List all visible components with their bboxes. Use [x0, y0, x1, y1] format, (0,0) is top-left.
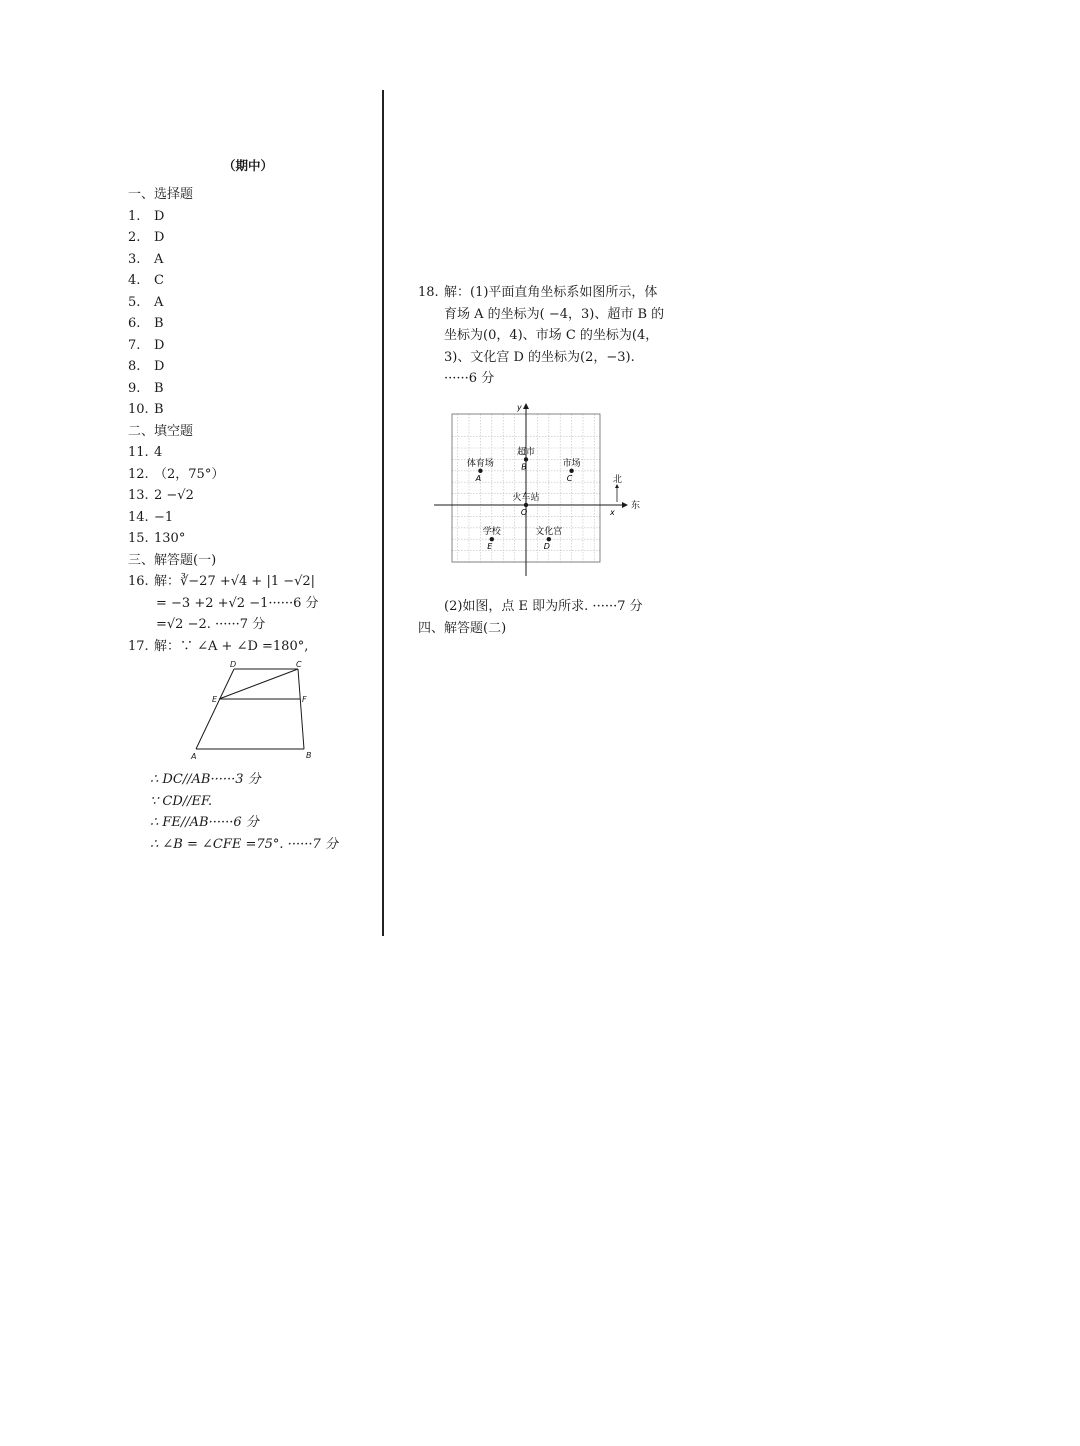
- place-dot: [547, 537, 551, 541]
- place-dot: [569, 469, 573, 473]
- q17-premise: 解：∵ ∠A + ∠D =180°,: [154, 638, 309, 654]
- q16-line1: [128, 571, 368, 593]
- left-column: [128, 150, 368, 855]
- segment-ec: [219, 669, 298, 699]
- answer-value: B: [154, 316, 164, 331]
- answer-value: 2 −√2: [154, 488, 194, 503]
- label-d: D: [230, 661, 237, 669]
- q17-number: 17.: [128, 638, 149, 654]
- q17-step: ∵ CD//EF.: [150, 793, 213, 809]
- answer-value: D: [154, 359, 165, 374]
- answer-number: 8.: [128, 359, 141, 374]
- section4-heading: 四、解答题(二): [418, 620, 507, 636]
- page-title: （期中）: [222, 158, 273, 173]
- place-name: 学校: [482, 527, 501, 538]
- place-label: B: [521, 462, 527, 472]
- answer-value: −1: [154, 509, 174, 525]
- answer-row: [128, 399, 368, 421]
- answer-value: A: [154, 294, 164, 310]
- q18-text-line-4: 3)、文化宫 D 的坐标为(2，−3).: [444, 349, 635, 365]
- answer-value: A: [154, 251, 164, 267]
- q18-text-line-3: 坐标为(0，4)、市场 C 的坐标为(4，: [444, 328, 659, 344]
- answer-value: D: [154, 208, 165, 224]
- place-dot: [524, 457, 528, 461]
- answer-number: 13.: [128, 488, 149, 503]
- label-a: A: [191, 752, 197, 761]
- answer-row: [128, 313, 368, 335]
- answer-row: [128, 270, 368, 292]
- q18-line1: [418, 282, 698, 304]
- place-label: E: [487, 542, 493, 552]
- label-e: E: [212, 695, 218, 704]
- answer-number: 11.: [128, 445, 149, 460]
- place-dot: [478, 469, 482, 473]
- answer-number: 4.: [128, 273, 141, 288]
- place-name: 火车站: [512, 492, 540, 503]
- q17-step: ∴ ∠B = ∠CFE =75°. ······7 分: [150, 836, 338, 852]
- answer-number: 12.: [128, 466, 149, 482]
- answer-number: 14.: [128, 509, 149, 525]
- place-name: 市场: [562, 458, 581, 469]
- y-axis-arrow: [523, 403, 529, 409]
- q18-text-line-2: 育场 A 的坐标为( −4，3)、超市 B 的: [444, 306, 665, 322]
- segment-cb: [298, 669, 304, 749]
- label-f: F: [302, 695, 307, 704]
- place-dot: [490, 537, 494, 541]
- section1-heading: 一、选择题: [128, 187, 194, 202]
- answer-value: B: [154, 402, 164, 417]
- section1-answer-list: [128, 206, 368, 421]
- label-b: B: [306, 751, 312, 760]
- answer-row: [128, 292, 368, 314]
- q17-step: ∴ DC//AB······3 分: [150, 772, 261, 787]
- label-c: C: [296, 661, 302, 669]
- answer-number: 3.: [128, 251, 141, 267]
- answer-value: D: [154, 337, 165, 353]
- place-label: O: [520, 507, 528, 517]
- answer-number: 9.: [128, 380, 141, 396]
- place-name: 超市: [516, 447, 536, 458]
- answer-row: [128, 335, 368, 357]
- place-name: 文化宫: [535, 527, 563, 538]
- place-markers: [467, 445, 581, 551]
- answer-number: 1.: [128, 208, 141, 224]
- answer-number: 7.: [128, 337, 141, 353]
- q16-line2: = −3 +2 +√2 −1······6 分: [156, 595, 319, 611]
- q16-expression: 解：∛−27 +√4 + |1 −√2|: [154, 574, 316, 589]
- answer-row: [128, 485, 368, 507]
- answer-number: 6.: [128, 316, 141, 331]
- answer-number: 10.: [128, 402, 149, 417]
- q17-step: ∴ FE//AB······6 分: [150, 815, 259, 830]
- segment-ad: [196, 669, 234, 749]
- q18-text-line-5: ······6 分: [444, 371, 495, 387]
- right-column: [418, 282, 698, 639]
- answer-value: B: [154, 380, 164, 396]
- answer-row: [128, 507, 368, 529]
- answer-row: [128, 442, 368, 464]
- q18-text-line-1: 解：(1)平面直角坐标系如图所示，体: [444, 285, 658, 300]
- answer-row: [128, 356, 368, 378]
- q17-line1: [128, 636, 368, 658]
- answer-number: 2.: [128, 230, 141, 245]
- answer-number: 5.: [128, 294, 141, 310]
- answer-value: 130°: [154, 531, 186, 546]
- coordinate-map-figure: [430, 400, 650, 580]
- q17-steps: [128, 769, 368, 855]
- column-divider: [382, 90, 384, 936]
- answer-number: 15.: [128, 531, 149, 546]
- place-label: C: [566, 473, 573, 483]
- section2-heading: 二、填空题: [128, 423, 194, 439]
- x-axis-label: x: [610, 507, 615, 517]
- y-axis-label: y: [517, 402, 522, 412]
- q18-number: 18.: [418, 285, 439, 300]
- place-name: 体育场: [466, 458, 494, 469]
- section3-heading: 三、解答题(一): [128, 552, 217, 568]
- answer-row: [128, 528, 368, 550]
- q16-line3: =√2 −2. ······7 分: [156, 617, 266, 632]
- answer-row: [128, 464, 368, 486]
- place-dot: [524, 503, 528, 507]
- x-axis-arrow: [622, 502, 628, 508]
- trapezoid-figure: [186, 661, 336, 761]
- answer-row: [128, 227, 368, 249]
- answer-row: [128, 249, 368, 271]
- north-label: 北: [613, 474, 623, 485]
- answer-row: [128, 206, 368, 228]
- answer-row: [128, 378, 368, 400]
- answer-value: 4: [154, 445, 163, 460]
- q16-number: 16.: [128, 574, 149, 589]
- section2-answer-list: [128, 442, 368, 550]
- answer-value: C: [154, 273, 164, 288]
- answer-value: D: [154, 230, 165, 245]
- place-label: A: [475, 473, 482, 483]
- q18-part2: (2)如图，点 E 即为所求. ······7 分: [444, 598, 643, 614]
- east-label: 东: [631, 500, 641, 511]
- answer-value: （2，75°）: [154, 466, 225, 482]
- place-label: D: [543, 542, 550, 552]
